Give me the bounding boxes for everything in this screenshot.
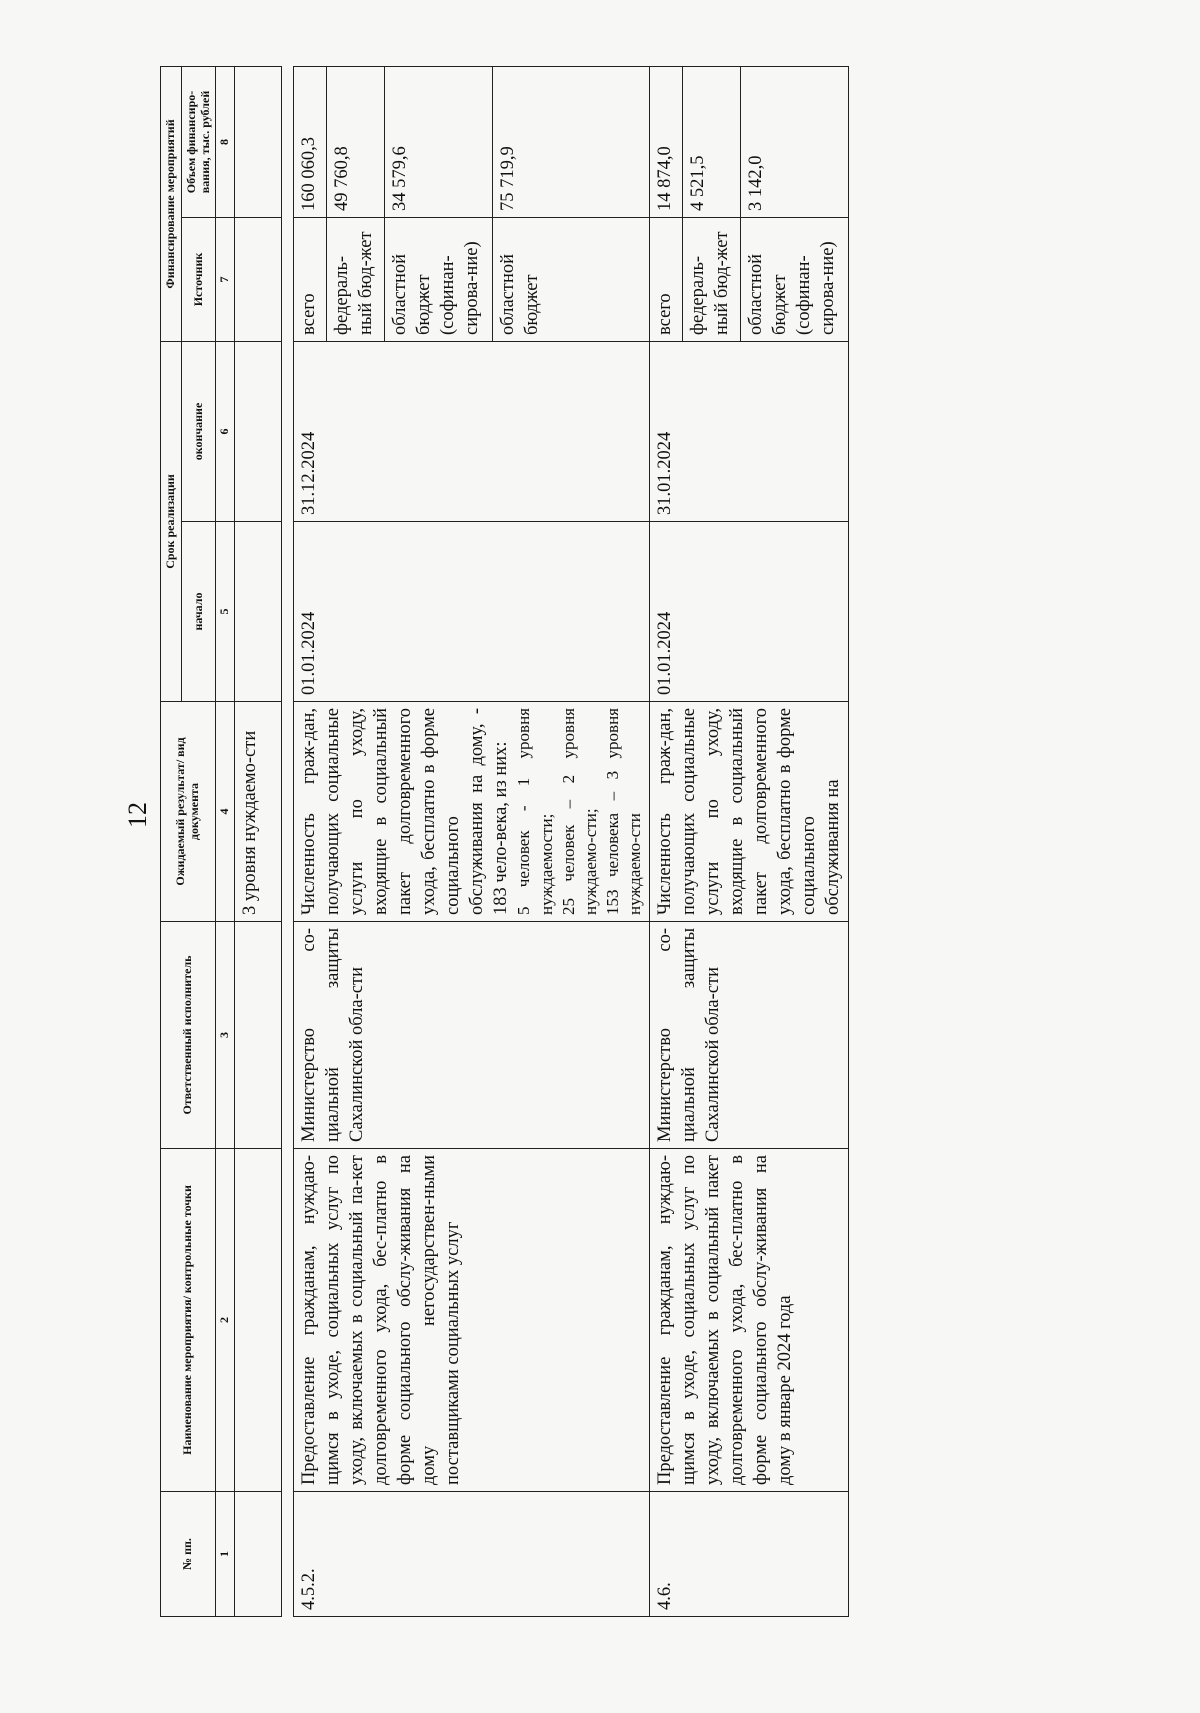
result-line: 25 человек – 2 уровня нуждаемо-сти; (558, 708, 600, 915)
result-line: 153 человека – 3 уровня нуждаемо-сти (602, 708, 644, 915)
funding-source: всего (293, 217, 326, 341)
funding-amount: 75 719,9 (492, 66, 649, 217)
cont-cell (234, 1492, 281, 1617)
column-number: 8 (216, 66, 235, 217)
row-name: Предоставление гражданам, нуждаю-щимся в уходе, социальных услуг по уходу, включаемых в социальный пакет долговременного ухода, бес-платно в форме социального обслу-живания на дому в январе 2024 года (649, 1149, 848, 1492)
row-start: 01.01.2024 (293, 522, 649, 702)
header-amount: Объем финансиро-вания, тыс. рублей (181, 66, 216, 217)
row-number: 4.5.2. (293, 1492, 649, 1617)
column-number: 1 (216, 1492, 235, 1617)
row-number: 4.6. (649, 1492, 848, 1617)
column-number: 7 (216, 217, 235, 341)
funding-source: областной бюджет (492, 217, 649, 341)
funding-source: областной бюджет (софинан-сирова-ние) (740, 217, 849, 341)
header-result: Ожидаемый результат/ вид документа (161, 702, 216, 922)
result-line: Численность граж-дан, получающих социальные услуги по уходу, входящие в социальный пакет долговременного ухода, бесплатно в форме социального обслуживания на дому, - 183 чело-века, из них: (298, 708, 512, 915)
funding-source: областной бюджет (софинан-сирова-ние) (384, 217, 492, 341)
page-number: 12 (123, 802, 152, 828)
cont-cell (234, 66, 281, 217)
funding-amount: 160 060,3 (293, 66, 326, 217)
header-source: Источник (181, 217, 216, 341)
column-number-row (216, 66, 235, 1616)
rotated-table-wrapper (160, 67, 1060, 1617)
continuation-row (234, 66, 281, 1616)
cont-cell (234, 217, 281, 341)
funding-source: федераль-ный бюд-жет (326, 217, 384, 341)
funding-amount: 49 760,8 (326, 66, 384, 217)
cont-cell (234, 522, 281, 702)
row-result (649, 702, 848, 922)
cont-result: 3 уровня нуждаемо-сти (234, 702, 281, 922)
funding-amount: 34 579,6 (384, 66, 492, 217)
funding-amount: 14 874,0 (649, 66, 682, 217)
column-number: 3 (216, 922, 235, 1149)
funding-amount: 4 521,5 (682, 66, 740, 217)
column-number: 2 (216, 1149, 235, 1492)
column-number: 6 (216, 341, 235, 521)
column-number: 5 (216, 522, 235, 702)
row-end: 31.01.2024 (649, 341, 848, 521)
header-start: начало (181, 522, 216, 702)
funding-source: всего (649, 217, 682, 341)
header-row-1 (161, 66, 182, 1616)
row-name: Предоставление гражданам, нуждаю-щимся в уходе, социальных услуг по уходу, включаемых в социальный па-кет долговременного ухода, бес-платно в форме социального обслу-живания на дому негосударствен-ными поставщиками социальных услуг (293, 1149, 649, 1492)
header-period: Срок реализации (161, 341, 182, 701)
action-plan-table (160, 66, 849, 1617)
funding-amount: 3 142,0 (740, 66, 849, 217)
spacer-row (281, 66, 293, 1616)
header-name: Наименование мероприятия/ контрольные точки (161, 1149, 216, 1492)
row-end: 31.12.2024 (293, 341, 649, 521)
column-number: 4 (216, 702, 235, 922)
header-financing: Финансирование мероприятий (161, 66, 182, 341)
cont-cell (234, 1149, 281, 1492)
header-end: окончание (181, 341, 216, 521)
row-result (293, 702, 649, 922)
row-executor: Министерство со-циальной защиты Сахалинской обла-сти (293, 922, 649, 1149)
result-line: Численность граж-дан, получающих социальные услуги по уходу, входящие в социальный пакет долговременного ухода, бесплатно в форме социального обслуживания на (654, 708, 844, 915)
cont-cell (234, 341, 281, 521)
row-executor: Министерство со-циальной защиты Сахалинской обла-сти (649, 922, 848, 1149)
table-row (293, 66, 326, 1616)
result-line: 5 человек - 1 уровня нуждаемости; (514, 708, 556, 915)
row-start: 01.01.2024 (649, 522, 848, 702)
cont-cell (234, 922, 281, 1149)
table-row (649, 66, 682, 1616)
header-executor: Ответственный исполнитель (161, 922, 216, 1149)
funding-source: федераль-ный бюд-жет (682, 217, 740, 341)
header-num: № пп. (161, 1492, 216, 1617)
